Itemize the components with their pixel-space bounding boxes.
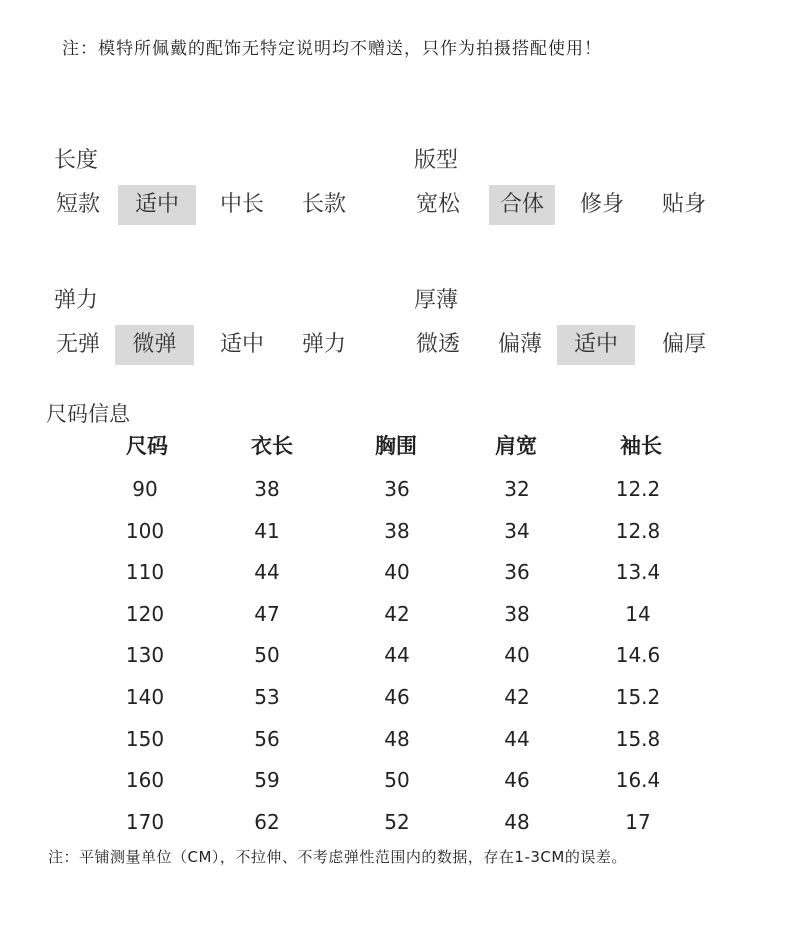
length-option-midlong: 中长 (219, 192, 264, 217)
size-table-cell: 40 (504, 643, 530, 667)
attr-title-thickness: 厚薄 (414, 288, 459, 313)
size-table-cell: 34 (504, 519, 530, 543)
size-table-cell: 36 (384, 477, 410, 501)
size-table-cell: 50 (384, 768, 410, 792)
size-table-cell: 48 (384, 727, 410, 751)
size-table-cell: 32 (504, 477, 530, 501)
size-table-cell: 12.8 (615, 519, 661, 543)
size-table-cell: 52 (384, 810, 410, 834)
size-table-cell: 110 (125, 560, 165, 584)
size-table-cell: 46 (384, 685, 410, 709)
size-table-cell: 16.4 (615, 768, 661, 792)
thickness-option-sheer: 微透 (415, 332, 460, 357)
size-table-cell: 120 (125, 602, 165, 626)
size-table-cell: 13.4 (615, 560, 661, 584)
size-table-cell: 36 (504, 560, 530, 584)
size-header-shoulder: 肩宽 (495, 434, 537, 458)
size-table-cell: 130 (125, 643, 165, 667)
size-table-cell: 46 (504, 768, 530, 792)
size-table-cell: 14.6 (615, 643, 661, 667)
size-table-cell: 17 (625, 810, 651, 834)
size-table-cell: 160 (125, 768, 165, 792)
thickness-option-medium-selected: 适中 (557, 325, 635, 365)
size-table-cell: 38 (504, 602, 530, 626)
size-table-cell: 42 (384, 602, 410, 626)
size-table-cell: 48 (504, 810, 530, 834)
size-table-cell: 44 (504, 727, 530, 751)
thickness-option-thin: 偏薄 (497, 332, 542, 357)
size-header-sleeve: 袖长 (620, 434, 662, 458)
size-table-cell: 59 (254, 768, 280, 792)
size-table-cell: 44 (384, 643, 410, 667)
size-table-cell: 90 (132, 477, 158, 501)
size-table-cell: 100 (125, 519, 165, 543)
size-table-cell: 38 (254, 477, 280, 501)
size-table-cell: 38 (384, 519, 410, 543)
fit-option-tight: 贴身 (661, 192, 706, 217)
elasticity-option-none: 无弹 (55, 332, 100, 357)
size-header-length: 衣长 (251, 434, 293, 458)
size-header-chest: 胸围 (375, 434, 417, 458)
length-option-long: 长款 (301, 192, 346, 217)
size-table-cell: 14 (625, 602, 651, 626)
fit-option-regular-selected: 合体 (489, 185, 555, 225)
size-table-cell: 53 (254, 685, 280, 709)
measurement-note: 注：平铺测量单位（CM），不拉伸、不考虑弹性范围内的数据，存在1-3CM的误差。 (48, 848, 627, 866)
top-note: 注：模特所佩戴的配饰无特定说明均不赠送，只作为拍摄搭配使用！ (62, 39, 602, 59)
size-table-cell: 150 (125, 727, 165, 751)
size-table-cell: 170 (125, 810, 165, 834)
attr-title-length: 长度 (54, 148, 99, 173)
thickness-option-thick: 偏厚 (661, 332, 706, 357)
size-table-cell: 44 (254, 560, 280, 584)
attr-title-fit: 版型 (414, 148, 459, 173)
size-table-cell: 42 (504, 685, 530, 709)
size-table-cell: 41 (254, 519, 280, 543)
size-table-cell: 47 (254, 602, 280, 626)
size-table-cell: 56 (254, 727, 280, 751)
elasticity-option-medium: 适中 (219, 332, 264, 357)
size-table-cell: 15.2 (615, 685, 661, 709)
attr-title-elasticity: 弹力 (54, 288, 99, 313)
size-table-cell: 50 (254, 643, 280, 667)
fit-option-slim: 修身 (579, 192, 624, 217)
size-info-title: 尺码信息 (46, 402, 130, 426)
size-table-cell: 140 (125, 685, 165, 709)
size-header-size: 尺码 (126, 434, 168, 458)
elasticity-option-slight-selected: 微弹 (115, 325, 194, 365)
length-option-medium-selected: 适中 (118, 185, 196, 225)
size-table-cell: 12.2 (615, 477, 661, 501)
size-table-cell: 15.8 (615, 727, 661, 751)
fit-option-loose: 宽松 (415, 192, 460, 217)
size-table-cell: 40 (384, 560, 410, 584)
length-option-short: 短款 (55, 192, 100, 217)
elasticity-option-stretch: 弹力 (301, 332, 346, 357)
size-table-cell: 62 (254, 810, 280, 834)
